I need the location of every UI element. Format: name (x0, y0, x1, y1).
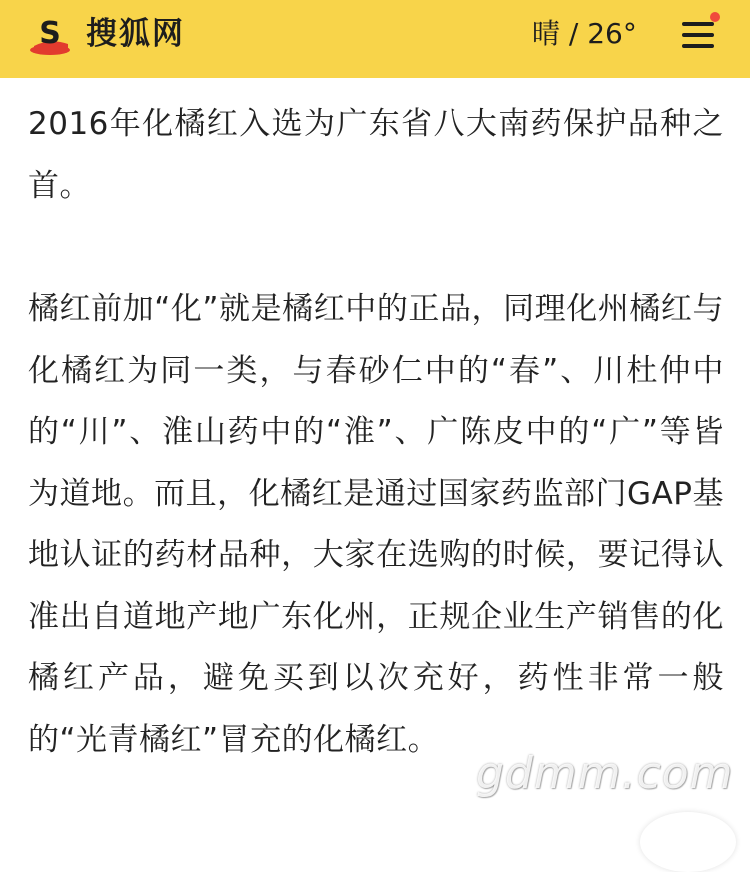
hamburger-menu-icon[interactable] (680, 18, 720, 52)
watermark: gdmm.com (476, 748, 734, 799)
brand-name[interactable]: 搜狐网 (86, 16, 185, 52)
top-header (0, 0, 750, 78)
svg-text:S: S (39, 16, 61, 51)
article-paragraph: 2016年化橘红入选为广东省八大南药保护品种之首。 (28, 106, 724, 204)
menu-bar (682, 22, 714, 26)
sohu-logo-icon[interactable] (28, 16, 72, 56)
article-body (28, 94, 724, 833)
notification-dot (710, 12, 720, 22)
article-paragraph: 橘红前加“化”就是橘红中的正品，同理化州橘红与化橘红为同一类，与春砂仁中的“春”、川杜仲中的“川”、淮山药中的“淮”、广陈皮中的“广”等皆为道地。而且，化橘红是通过国家药监部门GAP基地认证的药材品种，大家在选购的时候，要记得认准出自道地产地广东化州，正规企业生产销售的化橘红产品，避免买到以次充好，药性非常一般的“光青橘红”冒充的化橘红。 (28, 291, 724, 758)
menu-bar (682, 44, 714, 48)
menu-bar (682, 33, 714, 37)
weather-status[interactable]: 晴 / 26° (532, 17, 637, 50)
floating-action-button[interactable] (640, 812, 736, 872)
